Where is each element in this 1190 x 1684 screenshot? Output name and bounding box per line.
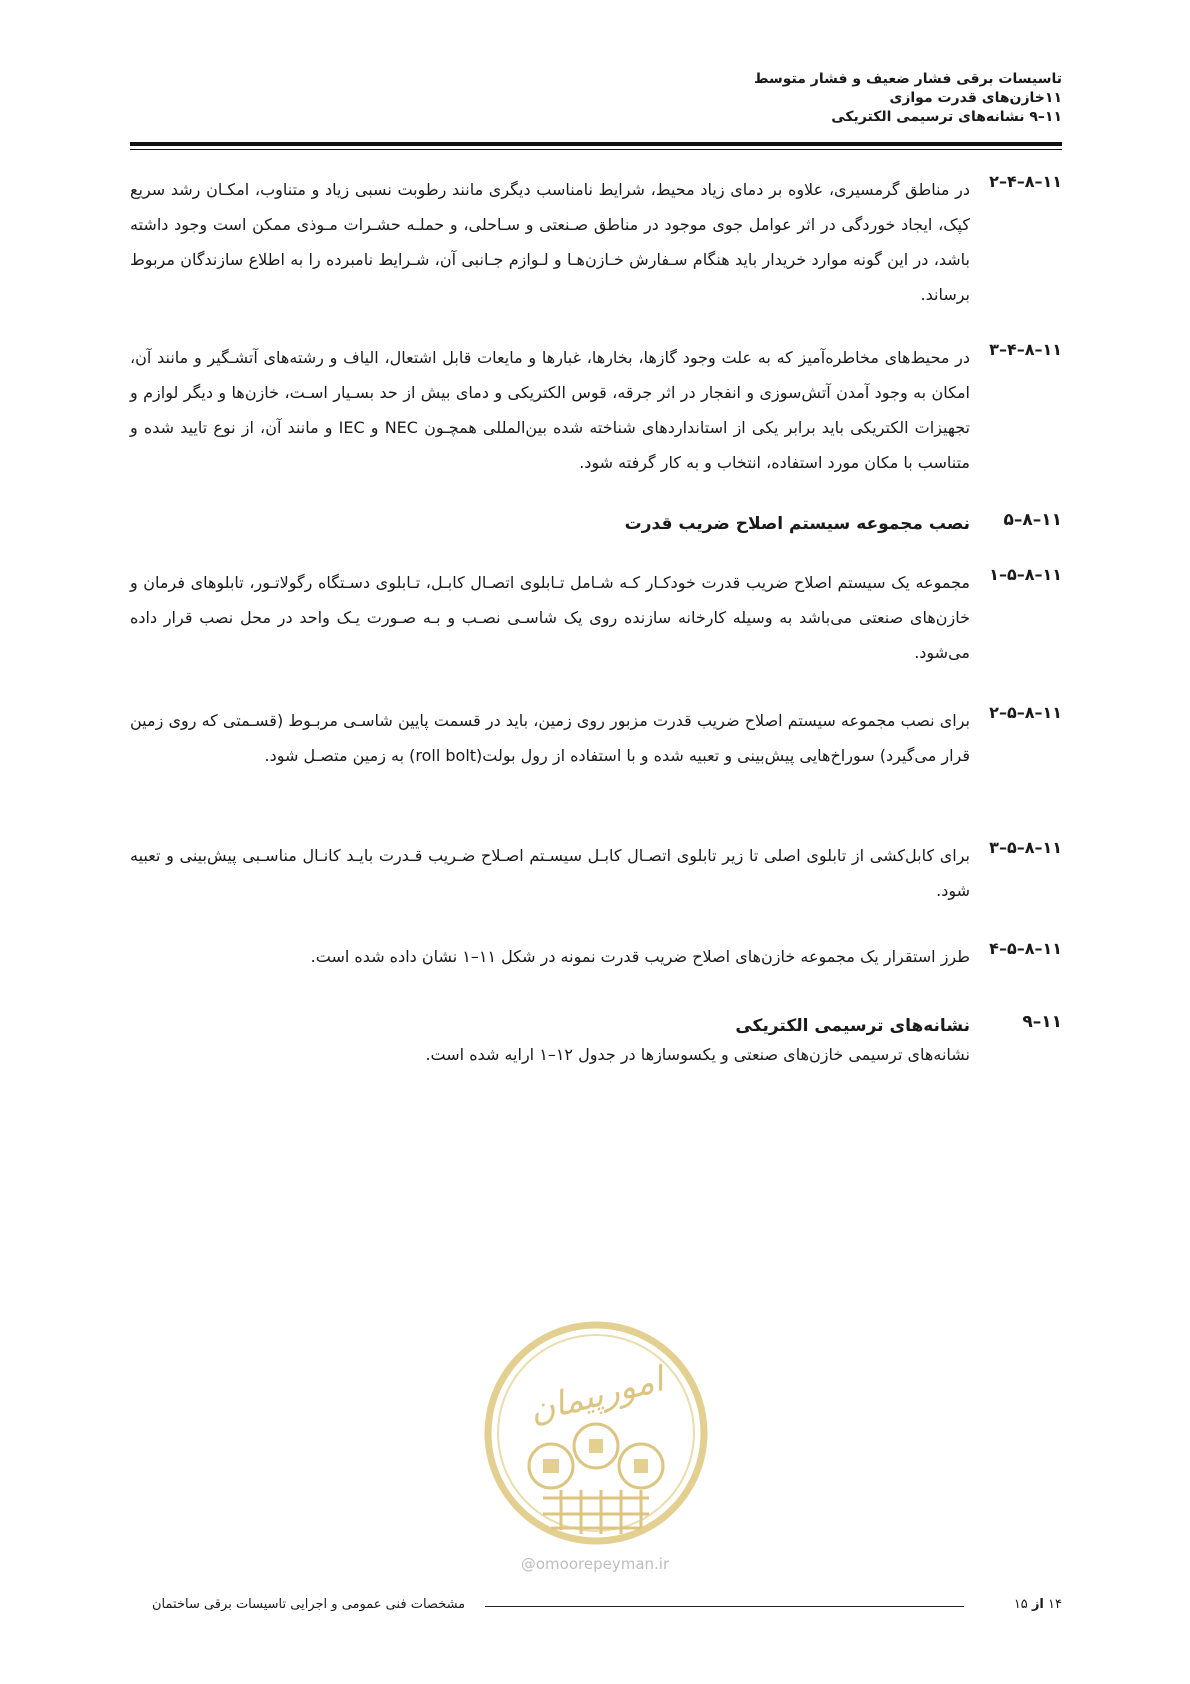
footer-rule (485, 1606, 964, 1607)
header-rule-thin (130, 149, 1062, 150)
header-section-title: ۱۱–۹ نشانه‌های ترسیمی الکتریکی (831, 109, 1062, 125)
section-heading-11-9 (130, 1012, 1062, 1070)
section-heading-11-8-5 (130, 510, 1062, 538)
clause-text: در محیط‌های مخاطره‌آمیز که به علت وجود گازها، بخارها، غبارها و مایعات قابل اشتعال، الیاف و رشته‌های آتشـگیر و مانند آن، امکان به وجود آمدن آتش‌سوزی و انفجار در اثر جرقه، قوس الکتریکی و دمای بیش از حد بسـیار اسـت، خازن‌ها و دیگر لوازم و تجهیزات الکتریکی باید برابر یکی از استانداردهای شناخته شده بین‌المللی همچـون NEC و IEC و مانند آن، از نوع تایید شده و متناسب با مکان مورد استفاده، انتخاب و به کار گرفته شود. (130, 348, 971, 472)
header-chapter-title: ۱۱خازن‌های قدرت موازی (889, 90, 1062, 106)
section-intro-text: نشانه‌های ترسیمی خازن‌های صنعتی و یکسوسازها در جدول ۱۲–۱ ارایه شده است. (425, 1045, 970, 1064)
page-of-label: از (1031, 1597, 1044, 1612)
page-header (754, 70, 1062, 127)
clause-text: در مناطق گرمسیری، علاوه بر دمای زیاد محیط، شرایط نامناسب دیگری مانند رطوبت نسبی زیاد و متناوب، امکـان رشد سریع کپک، ایجاد خوردگی در اثر عوامل جوی موجود در مناطق صـنعتی و سـاحلی، و حملـه حشـرات مـوذی ممکن است وجود داشته باشد، در این گونه موارد خریدار باید هنگام سـفارش خـازن‌هـا و لـوازم جـانبی آن، شـرایط نامبرده را به اطلاع سازندگان مربوط برساند. (130, 180, 970, 304)
page-number (1014, 1597, 1062, 1612)
clause-number: ۱۱–۸–۴–۳ (989, 340, 1062, 359)
section-title: نصب مجموعه سیستم اصلاح ضریب قدرت (624, 514, 970, 534)
current-page: ۱۴ (1048, 1597, 1062, 1612)
clause-number: ۱۱–۸–۵–۳ (989, 838, 1062, 857)
clause-11-8-5-2 (130, 703, 1062, 773)
clause-text: برای کابل‌کشی از تابلوی اصلی تا زیر تابلوی اتصـال کابـل سیسـتم اصـلاح ضـریب قـدرت بایـد کانـال مناسـبی پیش‌بینی و تعبیه شود. (130, 846, 970, 900)
clause-text: مجموعه یک سیستم اصلاح ضریب قدرت خودکـار کـه شـامل تـابلوی اتصـال کابـل، تـابلوی دسـتگاه رگولاتـور، تابلوهای فرمان و خازن‌های صنعتی می‌باشد به وسیله کارخانه سازنده روی یک شاسـی نصـب و بـه صـورت یـک واحد در محل نصب قرار داده می‌شود. (130, 573, 970, 662)
header-rule-thick (130, 142, 1062, 146)
clause-11-8-5-4 (130, 939, 1062, 974)
clause-number: ۱۱–۸–۵–۱ (989, 565, 1062, 584)
header-book-title: تاسیسات برقی فشار ضعیف و فشار متوسط (753, 71, 1062, 87)
watermark-logo (481, 1318, 711, 1548)
clause-number: ۱۱–۸–۴–۲ (989, 172, 1062, 191)
total-pages: ۱۵ (1013, 1597, 1028, 1612)
clause-11-8-4-2 (130, 172, 1062, 312)
clause-number: ۱۱–۸–۵–۴ (989, 939, 1062, 958)
clause-11-8-5-3 (130, 838, 1062, 908)
footer-title: مشخصات فنی عمومی و اجرایی تاسیسات برقی ساختمان (152, 1597, 466, 1612)
clause-11-8-5-1 (130, 565, 1062, 670)
clause-number: ۱۱–۸–۵–۲ (989, 703, 1062, 722)
clause-text: طرز استقرار یک مجموعه خازن‌های اصلاح ضریب قدرت نمونه در شکل ۱۱–۱ نشان داده شده است. (310, 947, 970, 966)
section-title: نشانه‌های ترسیمی الکتریکی (735, 1016, 970, 1036)
watermark-logo-text: امورپیمان (525, 1359, 668, 1432)
section-number: ۱۱–۸–۵ (1003, 510, 1062, 530)
section-number: ۱۱–۹ (1022, 1012, 1062, 1032)
clause-11-8-4-3 (130, 340, 1062, 480)
watermark-url: @omoorepeyman.ir (520, 1555, 670, 1573)
clause-text: برای نصب مجموعه سیستم اصلاح ضریب قدرت مزبور روی زمین، باید در قسمت پایین شاسـی مربـوط (قسـمتی که روی زمین قرار می‌گیرد) سوراخ‌هایی پیش‌بینی و تعبیه شده و با استفاده از رول بولت(roll bolt) به زمین متصـل شود. (130, 711, 970, 765)
